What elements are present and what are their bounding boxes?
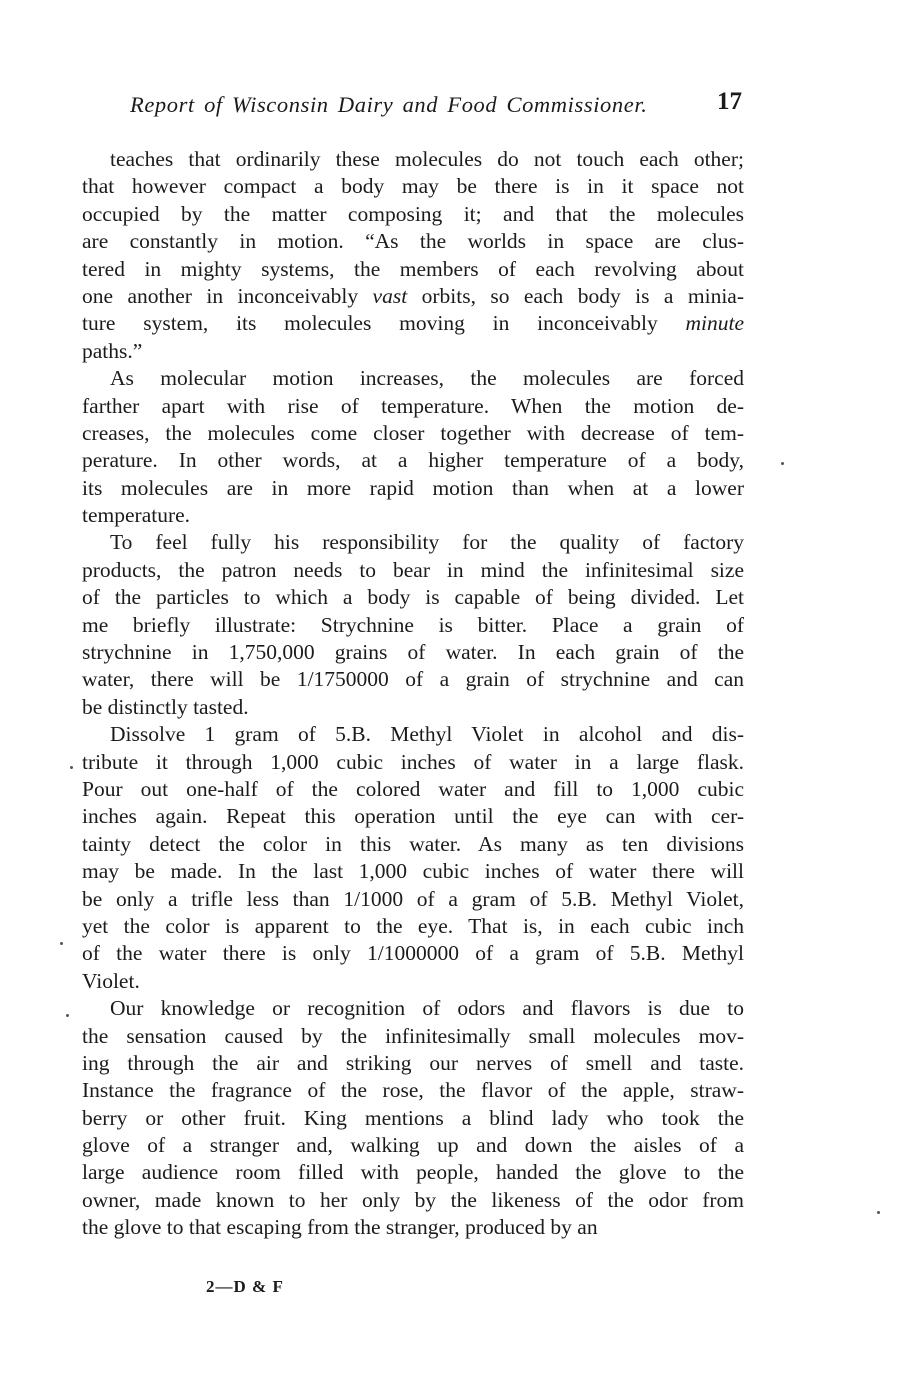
print-speck	[877, 1211, 880, 1214]
text-line: be only a trifle less than 1/1000 of a gram of 5.B. Methyl Violet,	[82, 886, 744, 911]
text-line: tribute it through 1,000 cubic inches of water in a large flask.	[82, 749, 744, 774]
text-line: tainty detect the color in this water. As many as ten divisions	[82, 831, 744, 856]
text-line: glove of a stranger and, walking up and down the aisles of a	[82, 1133, 744, 1158]
text-line: Violet.	[82, 968, 140, 993]
paragraph	[82, 529, 744, 721]
text-line: of the water there is only 1/1000000 of a gram of 5.B. Methyl	[82, 941, 744, 966]
text-line: Dissolve 1 gram of 5.B. Methyl Violet in alcohol and dis-	[110, 722, 744, 747]
text-line: ture system, its molecules moving in inconceivably minute	[82, 311, 744, 336]
text-line: Pour out one-half of the colored water and fill to 1,000 cubic	[82, 776, 744, 801]
text-line: Our knowledge or recognition of odors and flavors is due to	[110, 996, 744, 1021]
text-line: the glove to that escaping from the stranger, produced by an	[82, 1215, 598, 1240]
text-line: ing through the air and striking our nerves of smell and taste.	[82, 1050, 744, 1075]
text-line: large audience room filled with people, handed the glove to the	[82, 1160, 744, 1185]
print-speck	[70, 766, 73, 769]
print-speck	[781, 462, 784, 465]
text-line: are constantly in motion. “As the worlds in space are clus-	[82, 229, 744, 254]
text-line: Instance the fragrance of the rose, the flavor of the apple, straw-	[82, 1078, 744, 1103]
text-line: To feel fully his responsibility for the quality of factory	[110, 530, 744, 555]
text-line: temperature.	[82, 503, 191, 528]
text-line: teaches that ordinarily these molecules do not touch each other;	[110, 147, 744, 171]
body-text	[82, 146, 744, 1242]
text-line: berry or other fruit. King mentions a blind lady who took the	[82, 1105, 744, 1130]
text-line: that however compact a body may be there is in it space not	[82, 174, 744, 199]
text-line: yet the color is apparent to the eye. That is, in each cubic inch	[82, 913, 744, 938]
paragraph	[82, 146, 744, 365]
text-line: occupied by the matter composing it; and that the molecules	[82, 201, 744, 226]
text-line: be distinctly tasted.	[82, 694, 249, 719]
page-number: 17	[717, 88, 742, 115]
print-speck	[60, 942, 63, 945]
text-line: creases, the molecules come closer together with decrease of tem-	[82, 420, 744, 445]
text-line: strychnine in 1,750,000 grains of water. In each grain of the	[82, 640, 744, 665]
text-line: the sensation caused by the infinitesimally small molecules mov-	[82, 1023, 744, 1048]
text-line: one another in inconceivably vast orbits, so each body is a minia-	[82, 283, 744, 308]
text-line: its molecules are in more rapid motion than when at a lower	[82, 475, 744, 500]
text-line: As molecular motion increases, the molecules are forced	[110, 366, 744, 391]
paragraph	[82, 995, 744, 1242]
running-head	[130, 88, 742, 128]
text-line: me briefly illustrate: Strychnine is bitter. Place a grain of	[82, 612, 744, 637]
text-line: owner, made known to her only by the likeness of the odor from	[82, 1187, 744, 1212]
text-line: products, the patron needs to bear in mind the infinitesimal size	[82, 557, 744, 582]
text-line: tered in mighty systems, the members of each revolving about	[82, 256, 744, 281]
text-line: paths.”	[82, 338, 143, 363]
print-speck	[66, 1014, 69, 1017]
text-line: water, there will be 1/1750000 of a grain of strychnine and can	[82, 667, 744, 692]
signature-mark: 2—D & F	[206, 1277, 284, 1296]
text-line: perature. In other words, at a higher temperature of a body,	[82, 448, 744, 473]
text-line: inches again. Repeat this operation until the eye can with cer-	[82, 804, 744, 829]
text-line: of the particles to which a body is capable of being divided. Let	[82, 585, 744, 610]
paragraph	[82, 721, 744, 995]
text-line: farther apart with rise of temperature. When the motion de-	[82, 393, 744, 418]
paragraph	[82, 365, 744, 529]
running-title: Report of Wisconsin Dairy and Food Commissioner.	[130, 92, 648, 117]
text-line: may be made. In the last 1,000 cubic inches of water there will	[82, 859, 744, 884]
